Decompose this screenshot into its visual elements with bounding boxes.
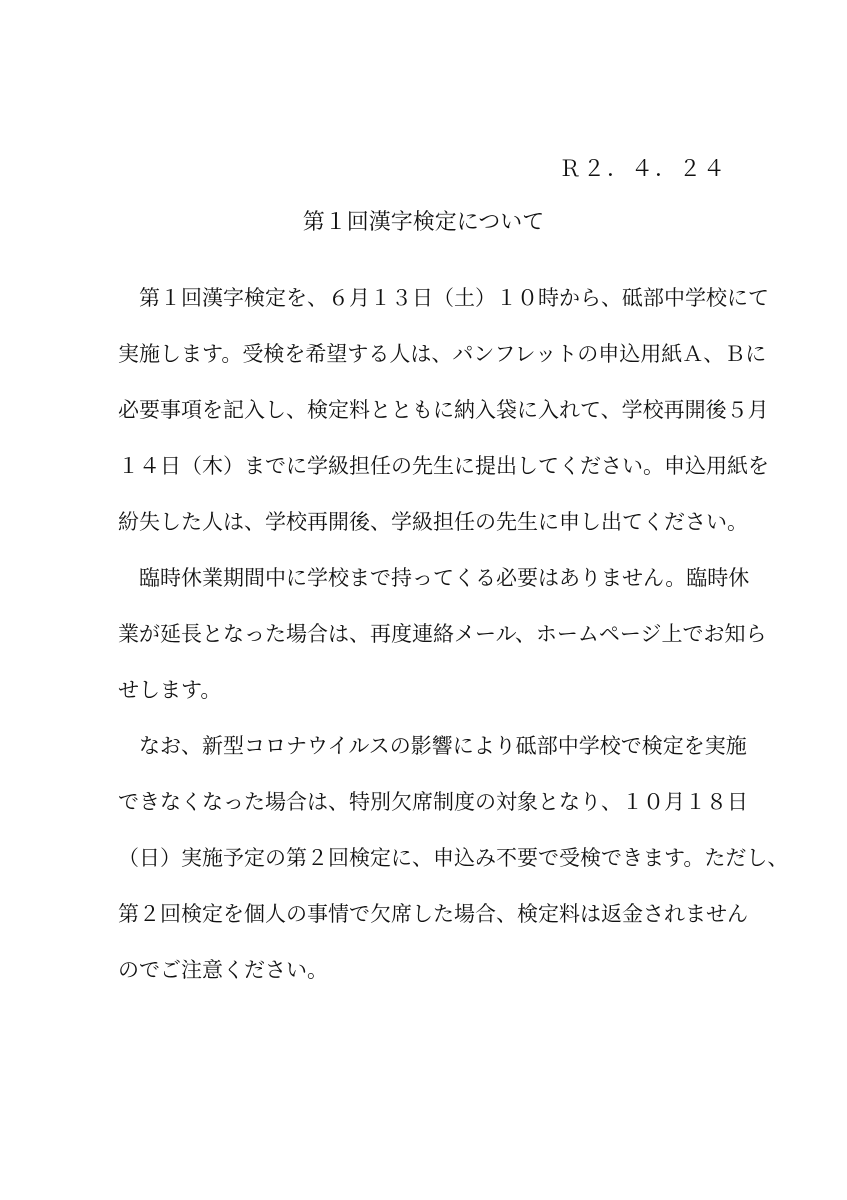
paragraph-1-line-2: 実施します。受検を希望する人は、パンフレットの申込用紙Ａ、Ｂに — [118, 342, 767, 366]
paragraph-2-line-1: 臨時休業期間中に学校まで持ってくる必要はありません。臨時休 — [118, 566, 750, 590]
paragraph-1-line-4: １４日（木）までに学級担任の先生に提出してください。申込用紙を — [118, 454, 769, 478]
paragraph-3-line-4: 第２回検定を個人の事情で欠席した場合、検定料は返金されません — [118, 902, 748, 926]
paragraph-1-line-1: 第１回漢字検定を、６月１３日（土）１０時から、砥部中学校にて — [118, 286, 769, 310]
paragraph-1-line-3: 必要事項を記入し、検定料とともに納入袋に入れて、学校再開後５月 — [118, 398, 769, 422]
document-title: 第１回漢字検定について — [302, 210, 545, 235]
paragraph-3-line-5: のでご注意ください。 — [118, 958, 328, 982]
paragraph-3-line-1: なお、新型コロナウイルスの影響により砥部中学校で検定を実施 — [118, 734, 747, 758]
paragraph-1-line-5: 紛失した人は、学校再開後、学級担任の先生に申し出てください。 — [118, 510, 748, 534]
paragraph-3-line-3: （日）実施予定の第２回検定に、申込み不要で受検できます。ただし、 — [118, 846, 789, 870]
paragraph-2-line-3: せします。 — [118, 678, 222, 702]
document-date: Ｒ２．４．２４ — [558, 157, 727, 182]
paragraph-3-line-2: できなくなった場合は、特別欠席制度の対象となり、１０月１８日 — [118, 790, 748, 814]
paragraph-2-line-2: 業が延長となった場合は、再度連絡メール、ホームページ上でお知ら — [118, 622, 767, 646]
